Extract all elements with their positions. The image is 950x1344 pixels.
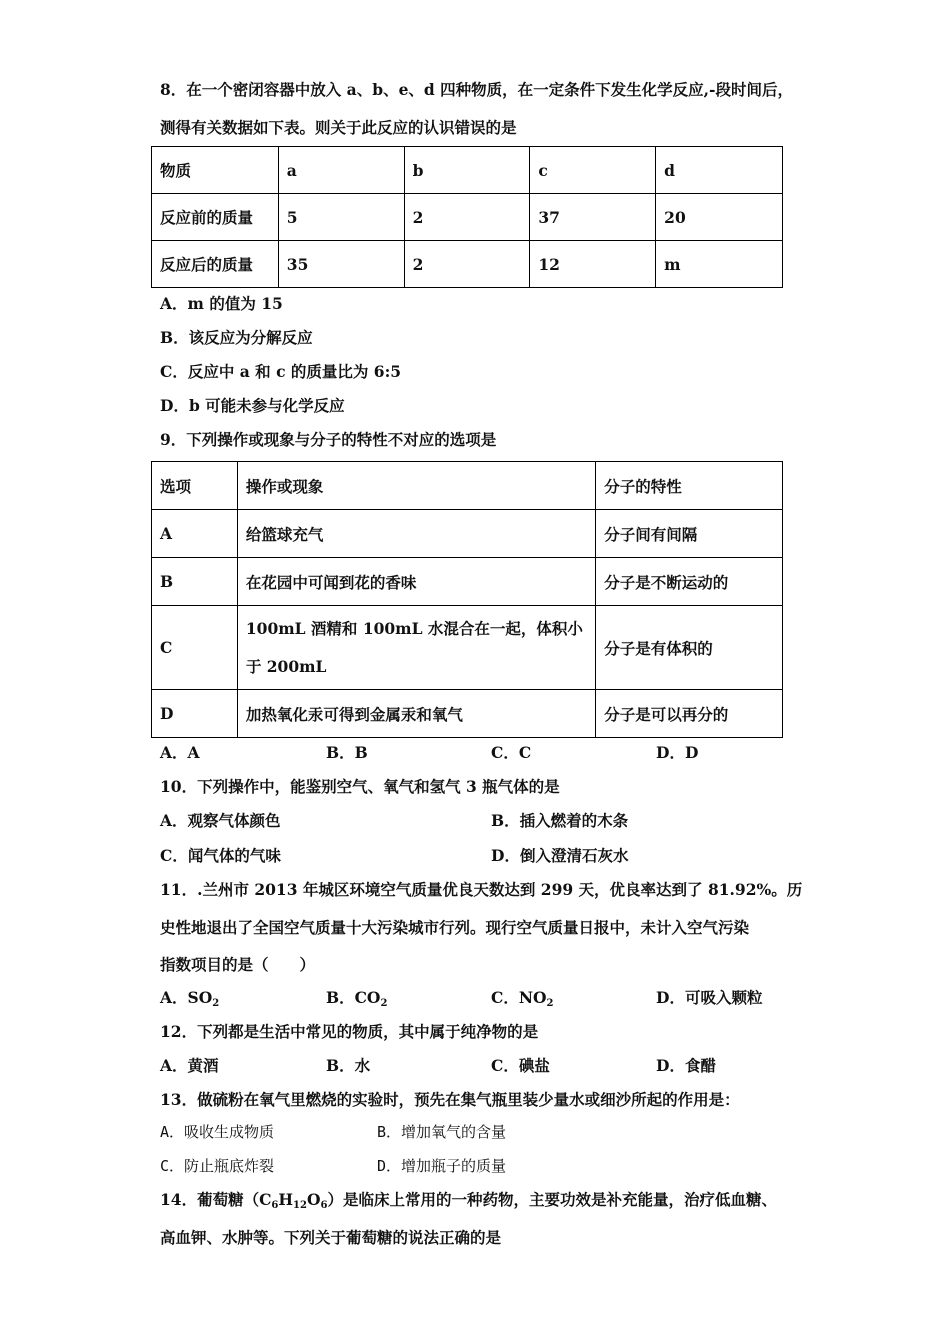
table-header-cell: b [404, 147, 530, 194]
table-cell: D [152, 690, 238, 738]
q9-option-b: B．B [326, 743, 368, 762]
q9-stem: 9．下列操作或现象与分子的特性不对应的选项是 [160, 430, 497, 449]
option-text: B．CO [326, 988, 381, 1007]
q12-stem: 12．下列都是生活中常见的物质，其中属于纯净物的是 [160, 1022, 539, 1041]
option-text: C．NO [491, 988, 547, 1007]
table-row [152, 241, 783, 288]
table-cell: 加热氧化汞可得到金属汞和氧气 [237, 690, 595, 738]
table-cell: C [152, 606, 238, 690]
option-text: A．SO [160, 988, 213, 1007]
table-header-cell: c [530, 147, 656, 194]
subscript: 2 [212, 998, 220, 1009]
q11-option-c [491, 986, 553, 1009]
subscript: 2 [546, 998, 554, 1009]
table-cell: 35 [278, 241, 404, 288]
q11-stem-line2: 史性地退出了全国空气质量十大污染城市行列。现行空气质量日报中，未计入空气污染 [160, 918, 750, 937]
table-row [152, 194, 783, 241]
q11-option-a [160, 986, 219, 1009]
q13-option-c: C．防止瓶底炸裂 [160, 1157, 275, 1175]
q11-stem-line3: 指数项目的是（ ） [160, 955, 316, 974]
table-header-cell: 选项 [152, 462, 238, 510]
table-cell: 37 [530, 194, 656, 241]
q11-stem-line1: 11．.兰州市 2013 年城区环境空气质量优良天数达到 299 天，优良率达到了 81.92%。历 [160, 880, 803, 899]
table-row [152, 510, 783, 558]
table-header-cell: 分子的特性 [596, 462, 783, 510]
q9-option-c: C．C [491, 743, 532, 762]
table-cell: 分子是有体积的 [596, 606, 783, 690]
table-cell: 反应前的质量 [152, 194, 279, 241]
cell-line: 100mL 酒精和 100mL 水混合在一起，体积小 [245, 618, 583, 638]
q10-option-b: B．插入燃着的木条 [491, 811, 629, 830]
q10-option-c: C．闻气体的气味 [160, 846, 281, 865]
q12-option-c: C．碘盐 [491, 1056, 550, 1075]
q10-option-d: D．倒入澄清石灰水 [491, 846, 629, 865]
q11-option-b [326, 986, 387, 1009]
table-header-row [152, 462, 783, 510]
q9-option-d: D．D [656, 743, 699, 762]
subscript: 6 [320, 1200, 328, 1211]
q13-option-b: B．增加氧气的含量 [377, 1123, 507, 1141]
q12-option-a: A．黄酒 [160, 1056, 219, 1075]
table-row [152, 690, 783, 738]
q8-data-table [151, 146, 783, 288]
table-cell: 给篮球充气 [237, 510, 595, 558]
table-cell: B [152, 558, 238, 606]
q13-stem: 13．做硫粉在氧气里燃烧的实验时，预先在集气瓶里装少量水或细沙所起的作用是： [160, 1090, 740, 1109]
q8-option-a: A．m 的值为 15 [160, 294, 283, 313]
q8-option-d: D．b 可能未参与化学反应 [160, 396, 345, 415]
q8-stem-line1: 8．在一个密闭容器中放入 a、b、e、d 四种物质，在一定条件下发生化学反应,-段时间后， [160, 80, 793, 99]
table-header-cell: 操作或现象 [237, 462, 595, 510]
q12-option-b: B．水 [326, 1056, 371, 1075]
q8-option-c: C．反应中 a 和 c 的质量比为 6:5 [160, 362, 402, 381]
q12-option-d: D．食醋 [656, 1056, 716, 1075]
text-run: 14．葡萄糖（C [160, 1190, 272, 1209]
option-text: D．可吸入颗粒 [656, 988, 763, 1007]
table-cell: 20 [656, 194, 783, 241]
table-header-row [152, 147, 783, 194]
subscript: 2 [380, 998, 388, 1009]
table-cell [237, 606, 595, 690]
q9-data-table [151, 461, 783, 738]
q14-stem-line2: 高血钾、水肿等。下列关于葡萄糖的说法正确的是 [160, 1228, 502, 1247]
table-cell: 分子是不断运动的 [596, 558, 783, 606]
table-cell: 12 [530, 241, 656, 288]
text-run: H [278, 1190, 294, 1209]
text-run: O [306, 1190, 321, 1209]
table-cell: 2 [404, 194, 530, 241]
table-cell: 分子间有间隔 [596, 510, 783, 558]
table-row [152, 558, 783, 606]
q8-stem-line2: 测得有关数据如下表。则关于此反应的认识错误的是 [160, 118, 517, 137]
q8-option-b: B．该反应为分解反应 [160, 328, 313, 347]
table-header-cell: a [278, 147, 404, 194]
table-cell: 5 [278, 194, 404, 241]
q10-option-a: A．观察气体颜色 [160, 811, 281, 830]
table-cell: 在花园中可闻到花的香味 [237, 558, 595, 606]
table-cell: 分子是可以再分的 [596, 690, 783, 738]
q13-option-a: A．吸收生成物质 [160, 1123, 275, 1141]
table-cell: 2 [404, 241, 530, 288]
table-header-cell: d [656, 147, 783, 194]
q13-option-d: D．增加瓶子的质量 [377, 1157, 507, 1175]
table-header-cell: 物质 [152, 147, 279, 194]
text-run: ）是临床上常用的一种药物，主要功效是补充能量，治疗低血糖、 [327, 1190, 777, 1209]
q14-stem-line1 [160, 1188, 777, 1211]
table-cell: A [152, 510, 238, 558]
table-cell: m [656, 241, 783, 288]
subscript: 12 [293, 1200, 307, 1211]
table-row [152, 606, 783, 690]
q10-stem: 10．下列操作中，能鉴别空气、氧气和氢气 3 瓶气体的是 [160, 777, 560, 796]
table-cell: 反应后的质量 [152, 241, 279, 288]
q11-option-d [656, 986, 762, 1008]
cell-line: 于 200mL [245, 656, 327, 676]
q9-option-a: A．A [160, 743, 200, 762]
subscript: 6 [271, 1200, 279, 1211]
